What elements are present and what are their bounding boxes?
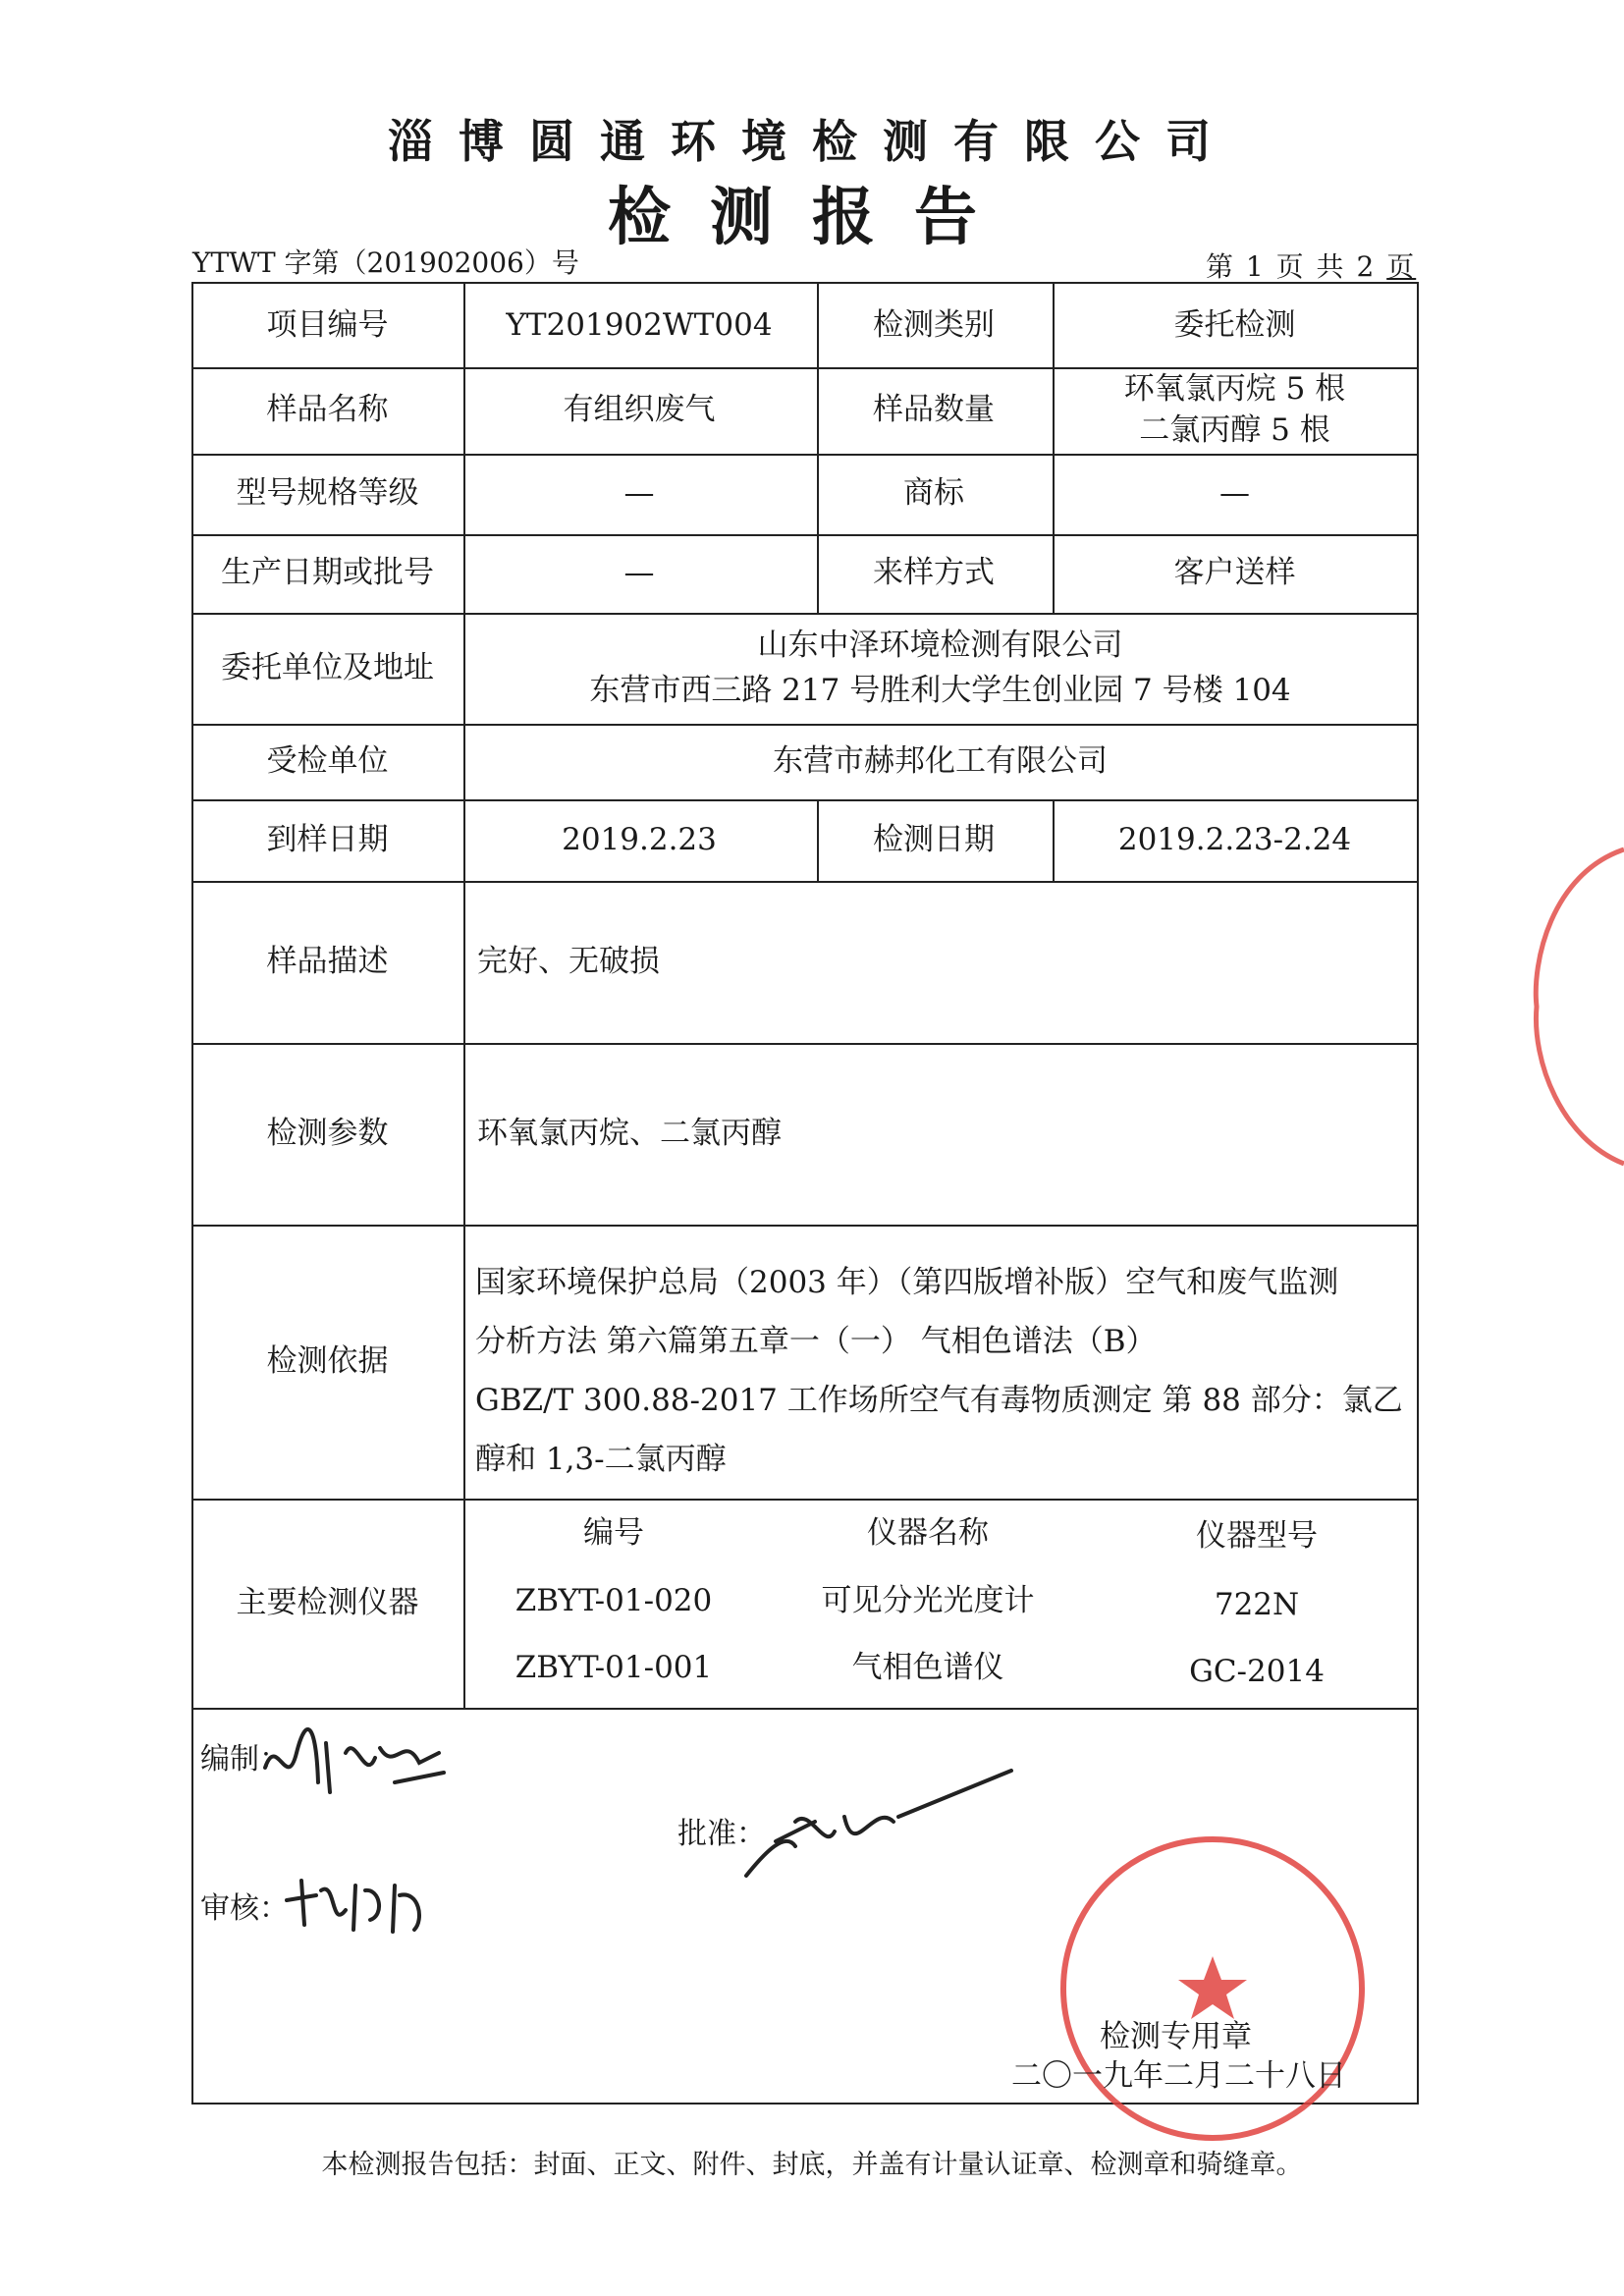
company-name: 淄博圆通环境检测有限公司 <box>388 115 1236 168</box>
sample-name-value: 有组织废气 <box>563 392 716 427</box>
inspected-unit-value: 东营市赫邦化工有限公司 <box>773 742 1108 779</box>
instrument-id: ZBYT-01-001 <box>514 1650 713 1685</box>
sample-name-label: 样品名称 <box>266 392 389 427</box>
brand-label: 商标 <box>903 475 964 511</box>
report-date: 二〇一九年二月二十八日 <box>1011 2058 1346 2094</box>
instruments-label: 主要检测仪器 <box>236 1584 419 1620</box>
reviewed-signature <box>277 1861 444 1940</box>
inspected-unit-label: 受检单位 <box>266 742 389 779</box>
report-number: YTWT 字第（201902006）号 <box>192 246 579 279</box>
test-date-label: 检测日期 <box>873 821 995 857</box>
description-label: 样品描述 <box>266 943 389 979</box>
delivery-label: 来样方式 <box>873 555 995 590</box>
project-number-value: YT201902WT004 <box>506 306 773 343</box>
parameters-value: 环氧氯丙烷、二氯丙醇 <box>477 1115 782 1151</box>
instrument-model: GC-2014 <box>1189 1654 1325 1689</box>
basis-line: 分析方法 第六篇第五章一（一） 气相色谱法（B） <box>475 1324 1157 1359</box>
stamp-caption: 检测专用章 <box>1100 2019 1252 2054</box>
instrument-id: ZBYT-01-020 <box>514 1583 713 1618</box>
arrival-date-label: 到样日期 <box>266 821 389 857</box>
approved-signature <box>727 1763 1021 1890</box>
instrument-model: 722N <box>1214 1587 1300 1622</box>
client-address: 东营市西三路 217 号胜利大学生创业园 7 号楼 104 <box>589 672 1291 708</box>
basis-line: GBZ/T 300.88-2017 工作场所空气有毒物质测定 第 88 部分：氯乙 <box>475 1383 1403 1418</box>
arrival-date-value: 2019.2.23 <box>562 821 717 857</box>
model-label: 型号规格等级 <box>236 475 419 511</box>
basis-line: 醇和 1,3-二氯丙醇 <box>475 1442 727 1477</box>
test-date-value: 2019.2.23-2.24 <box>1117 821 1352 857</box>
client-value <box>463 613 1417 722</box>
report-title: 检测报告 <box>608 182 1016 254</box>
delivery-value: 客户送样 <box>1173 555 1296 590</box>
instrument-header-id: 编号 <box>583 1515 644 1551</box>
project-number-label: 项目编号 <box>266 306 389 343</box>
page-indicator: 第 1 页 共 2 页 <box>1206 250 1417 283</box>
client-label: 委托单位及地址 <box>221 649 434 685</box>
footer-note: 本检测报告包括：封面、正文、附件、封底，并盖有计量认证章、检测章和骑缝章。 <box>321 2150 1303 2180</box>
sample-quantity-label: 样品数量 <box>873 392 995 427</box>
instrument-name: 可见分光光度计 <box>821 1583 1035 1618</box>
basis-line: 国家环境保护总局（2003 年）（第四版增补版）空气和废气监测 <box>475 1265 1339 1300</box>
approved-by-label: 批准： <box>677 1817 766 1851</box>
sample-quantity-value: 环氧氯丙烷 5 根 二氯丙醇 5 根 <box>1123 371 1346 448</box>
reviewed-by-label: 审核： <box>200 1891 289 1926</box>
test-type-value: 委托检测 <box>1173 306 1296 343</box>
seam-seal-stamp <box>1532 845 1624 1169</box>
inspection-seal-stamp <box>1051 1827 1375 2151</box>
client-name: 山东中泽环境检测有限公司 <box>757 627 1123 663</box>
basis-value <box>475 1253 1413 1489</box>
instrument-header-name: 仪器名称 <box>867 1515 989 1551</box>
basis-label: 检测依据 <box>266 1342 389 1379</box>
brand-value: — <box>1219 475 1250 511</box>
test-type-label: 检测类别 <box>873 306 995 343</box>
batch-value: — <box>623 555 655 590</box>
instrument-name: 气相色谱仪 <box>851 1650 1004 1685</box>
parameters-label: 检测参数 <box>266 1115 389 1151</box>
batch-label: 生产日期或批号 <box>221 555 434 590</box>
instrument-header-model: 仪器型号 <box>1196 1518 1318 1554</box>
prepared-by-label: 编制： <box>200 1742 289 1777</box>
model-value: — <box>623 475 655 511</box>
description-value: 完好、无破损 <box>477 943 660 979</box>
prepared-signature <box>257 1714 454 1807</box>
